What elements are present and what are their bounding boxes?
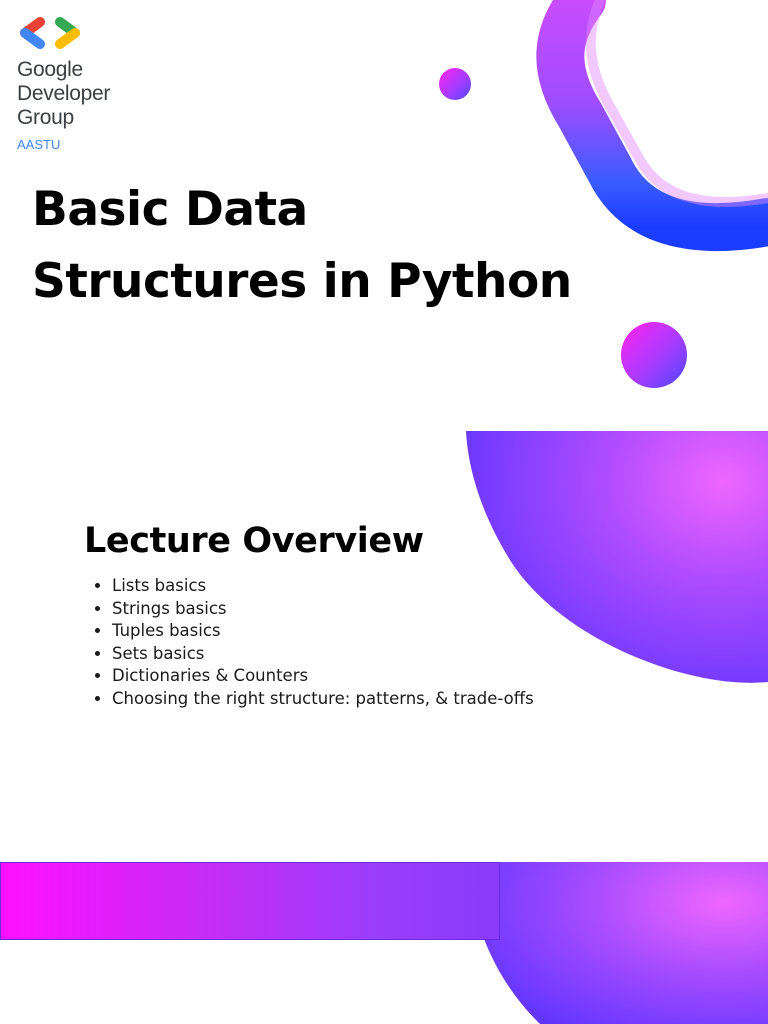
title-line-2: Structures in Python bbox=[32, 254, 572, 309]
ribbon-shape bbox=[560, 0, 768, 227]
overview-heading: Lecture Overview bbox=[84, 521, 424, 561]
blob-shape-lower bbox=[467, 862, 768, 1024]
medium-orb bbox=[621, 322, 687, 388]
logo-chapter: AASTU bbox=[17, 137, 61, 152]
logo-line-google: Google bbox=[17, 58, 83, 81]
list-item: • Tuples basics bbox=[112, 620, 534, 643]
logo-line-developer: Developer bbox=[17, 82, 111, 105]
overview-list bbox=[84, 575, 534, 711]
list-item: • Sets basics bbox=[112, 643, 534, 666]
small-orb bbox=[439, 68, 471, 100]
list-item: • Lists basics bbox=[112, 575, 534, 598]
lecture-overview bbox=[84, 516, 534, 711]
list-item: • Dictionaries & Counters bbox=[112, 665, 534, 688]
list-item: • Strings basics bbox=[112, 598, 534, 621]
list-item: • Choosing the right structure: patterns, & trade-offs bbox=[112, 688, 534, 711]
gradient-band bbox=[0, 862, 500, 940]
title-line-1: Basic Data bbox=[32, 182, 308, 237]
logo-wordmark bbox=[17, 58, 110, 130]
gdg-logo bbox=[17, 14, 110, 152]
logo-line-group: Group bbox=[17, 106, 74, 129]
page-title bbox=[32, 174, 572, 318]
gdg-brackets-icon bbox=[17, 14, 83, 52]
